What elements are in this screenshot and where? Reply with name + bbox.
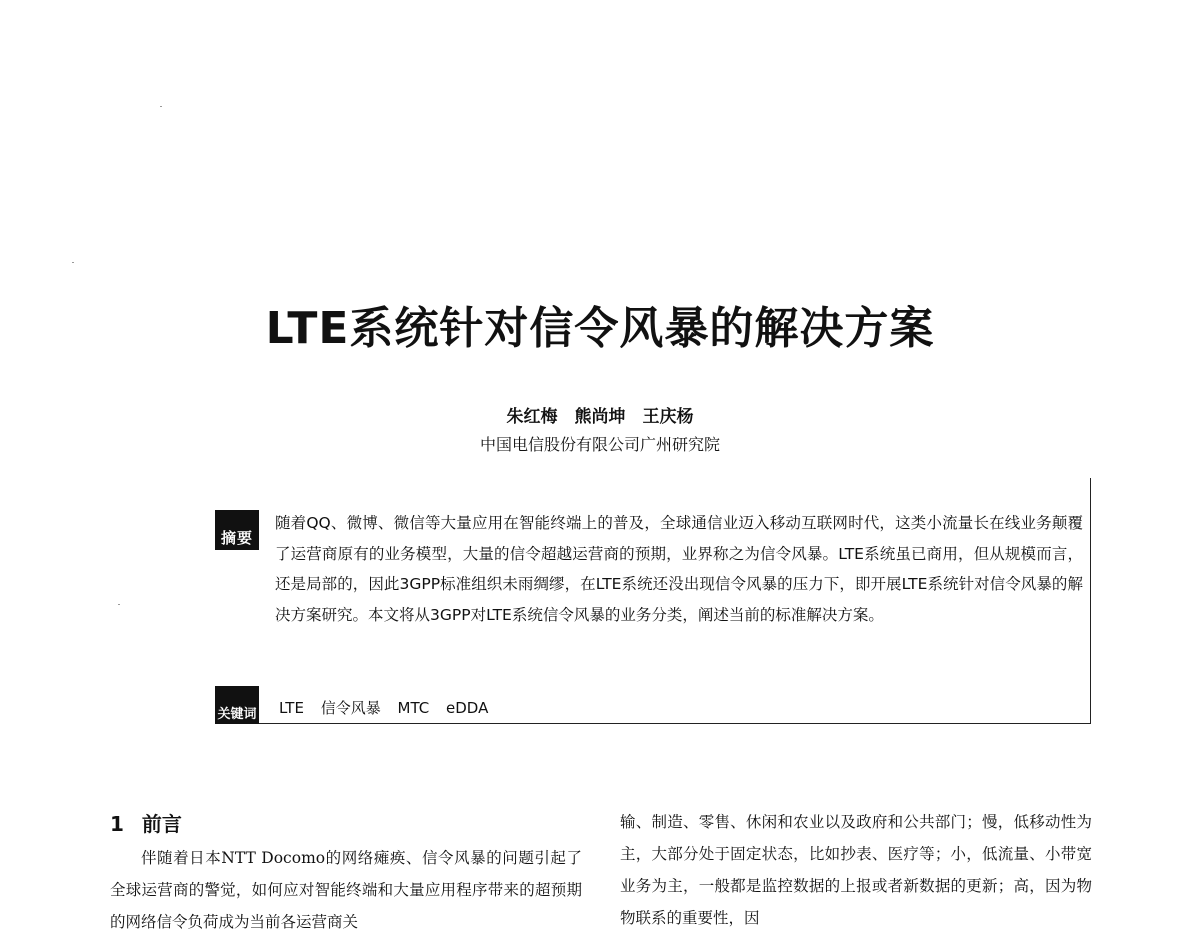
section-number: 1 <box>110 812 124 836</box>
paper-authors: 朱红梅 熊尚坤 王庆杨 <box>506 407 694 427</box>
abstract-frame-bottom <box>215 723 1091 724</box>
keyword-item: 信令风暴 <box>320 699 381 717</box>
keyword-item: LTE <box>279 699 304 717</box>
scan-speck <box>160 106 162 107</box>
scan-speck <box>72 262 74 263</box>
keywords-list <box>279 697 488 718</box>
paper-affiliation: 中国电信股份有限公司广州研究院 <box>479 435 720 454</box>
body-column-left <box>110 806 582 938</box>
body-paragraph: 输、制造、零售、休闲和农业以及政府和公共部门；慢，低移动性为主，大部分处于固定状态，比如抄表、医疗等；小，低流量、小带宽业务为主，一般都是监控数据的上报或者新数据的更新；高，因为物物联系的重要性，因 <box>620 813 1092 927</box>
keyword-item: MTC <box>397 699 430 717</box>
scan-speck <box>118 604 120 605</box>
abstract-frame-right <box>1090 478 1091 724</box>
paper-title: LTE系统针对信令风暴的解决方案 <box>265 303 935 354</box>
body-paragraph: 伴随着日本NTT Docomo的网络瘫痪、信令风暴的问题引起了全球运营商的警觉，如何应对智能终端和大量应用程序带来的超预期的网络信令负荷成为当前各运营商关 <box>110 849 582 931</box>
section-heading <box>110 806 582 842</box>
abstract-box <box>215 478 1091 724</box>
keyword-item: eDDA <box>446 699 489 717</box>
abstract-text: 随着QQ、微博、微信等大量应用在智能终端上的普及，全球通信业迈入移动互联网时代，这类小流量长在线业务颠覆了运营商原有的业务模型，大量的信令超越运营商的预期，业界称之为信令风暴。LTE系统虽已商用，但从规模而言，还是局部的，因此3GPP标准组织未雨绸缪，在LTE系统还没出现信令风暴的压力下，即开展LTE系统针对信令风暴的解决方案研究。本文将从3GPP对LTE系统信令风暴的业务分类，阐述当前的标准解决方案。 <box>275 514 1083 624</box>
abstract-badge: 摘要 <box>215 510 259 550</box>
section-title: 前言 <box>141 812 182 836</box>
keywords-badge: 关键词 <box>215 686 259 724</box>
body-column-right <box>620 806 1092 934</box>
